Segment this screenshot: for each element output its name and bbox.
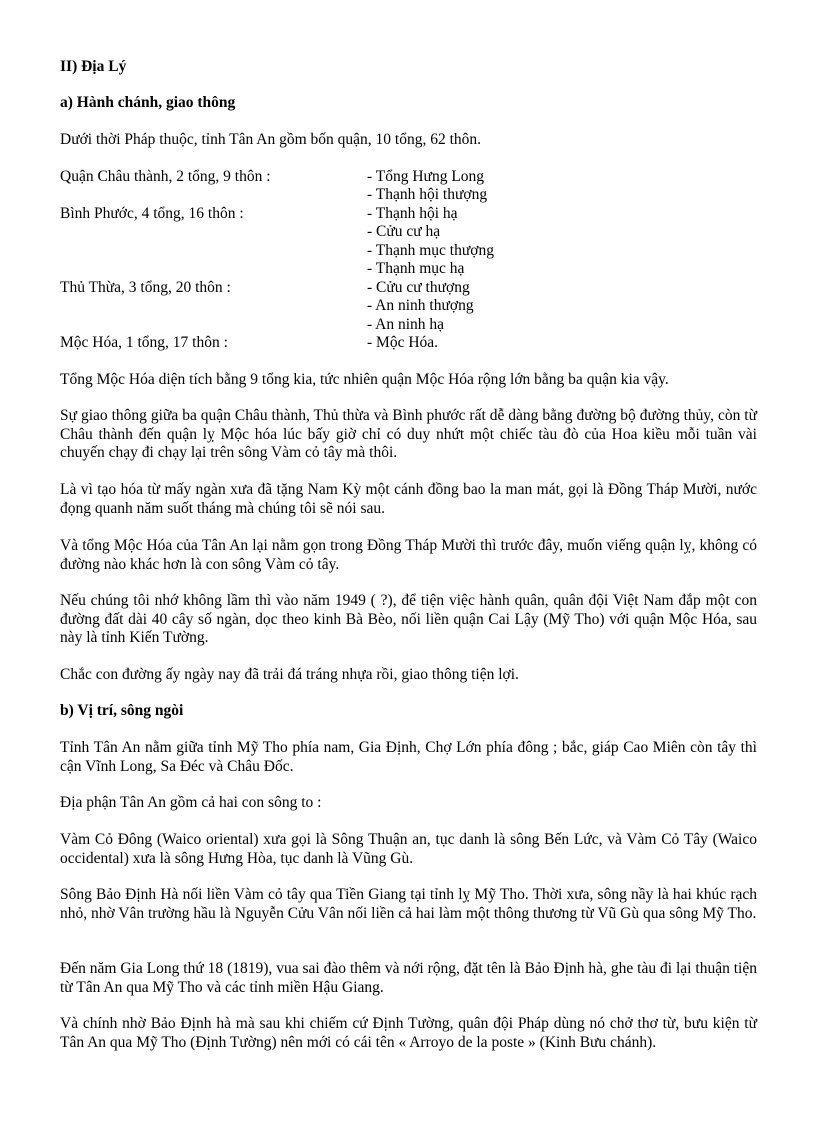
body-paragraph: Và tổng Mộc Hóa của Tân An lại nằm gọn trong Đồng Tháp Mười thì trước đây, muốn viếng quận lỵ, không có đường nào khác hơn là con sông Vàm cỏ tây. <box>60 537 757 573</box>
subsection-a-title: a) Hành chánh, giao thông <box>60 94 236 111</box>
canton-item: - Thạnh mục hạ <box>367 260 465 277</box>
canton-item: - Tổng Hưng Long <box>367 168 485 185</box>
canton-item: - Mộc Hóa. <box>367 334 439 351</box>
subsection-b-title: b) Vị trí, sông ngòi <box>60 702 184 719</box>
body-paragraph: Là vì tạo hóa từ mấy ngàn xưa đã tặng Nam Kỳ một cánh đồng bao la man mát, gọi là Đồng Tháp Mười, nước đọng quanh năm suốt tháng mà chúng tôi sẽ nói sau. <box>60 481 757 517</box>
body-paragraph: Tỉnh Tân An nằm giữa tỉnh Mỹ Tho phía nam, Gia Định, Chợ Lớn phía đông ; bắc, giáp Cao Miên còn tây thì cận Vĩnh Long, Sa Đéc và Châu Đốc. <box>60 739 757 775</box>
body-paragraph: Và chính nhờ Bảo Định hà mà sau khi chiếm cứ Định Tường, quân đội Pháp dùng nó chở thơ từ, bưu kiện từ Tân An qua Mỹ Tho (Định Tường) nên mới có cái tên « Arroyo de la poste » (Kinh Bưu chánh). <box>60 1015 757 1051</box>
district-moc-hoa: Mộc Hóa, 1 tổng, 17 thôn : <box>60 334 228 351</box>
canton-item: - Thạnh hội thượng <box>367 186 488 203</box>
body-paragraph: Nếu chúng tôi nhớ không lầm thì vào năm 1949 ( ?), để tiện việc hành quân, quân đội Việt Nam đắp một con đường đất dài 40 cây số ngàn, dọc theo kinh Bà Bèo, nối liền quận Cai Lậy (Mỹ Tho) với quận Mộc Hóa, sau này là tỉnh Kiến Tường. <box>60 592 757 646</box>
body-paragraph: Địa phận Tân An gồm cả hai con sông to : <box>60 794 322 811</box>
section-title: II) Địa Lý <box>60 58 127 75</box>
canton-item: - An ninh thượng <box>367 297 474 314</box>
body-paragraph: Đến năm Gia Long thứ 18 (1819), vua sai đào thêm và nới rộng, đặt tên là Bảo Định hà, ghe tàu đi lại thuận tiện từ Tân An qua Mỹ Tho và các tỉnh miền Hậu Giang. <box>60 960 757 996</box>
body-paragraph: Sự giao thông giữa ba quận Châu thành, Thủ thừa và Bình phước rất dễ dàng bằng đường bộ đường thủy, còn từ Châu thành đến quận lỵ Mộc hóa lúc bấy giờ chỉ có duy nhứt một chiếc tàu đò của Hoa kiều mỗi tuần vài chuyến chạy đi chạy lại trên sông Vàm cỏ tây mà thôi. <box>60 407 757 461</box>
body-paragraph: Sông Bảo Định Hà nối liền Vàm cỏ tây qua Tiền Giang tại tỉnh lỵ Mỹ Tho. Thời xưa, sông nầy là hai khúc rạch nhỏ, nhờ Vân trường hầu là Nguyễn Cửu Vân nối liền cả hai làm một thông thương từ Vũ Gù qua sông Mỹ Tho. <box>60 886 757 922</box>
canton-item: - Thạnh mục thượng <box>367 242 494 259</box>
intro-paragraph: Dưới thời Pháp thuộc, tỉnh Tân An gồm bốn quận, 10 tổng, 62 thôn. <box>60 131 482 148</box>
district-chau-thanh: Quận Châu thành, 2 tổng, 9 thôn : <box>60 168 271 185</box>
canton-item: - Cửu cư thượng <box>367 279 470 296</box>
canton-item: - Cửu cư hạ <box>367 223 441 240</box>
district-binh-phuoc: Bình Phước, 4 tổng, 16 thôn : <box>60 205 244 222</box>
canton-item: - An ninh hạ <box>367 316 445 333</box>
canton-item: - Thạnh hội hạ <box>367 205 458 222</box>
body-paragraph: Chắc con đường ấy ngày nay đã trải đá tráng nhựa rồi, giao thông tiện lợi. <box>60 666 519 683</box>
district-thu-thua: Thủ Thừa, 3 tổng, 20 thôn : <box>60 279 231 296</box>
body-paragraph: Vàm Cỏ Đông (Waico oriental) xưa gọi là Sông Thuận an, tục danh là sông Bến Lức, và Vàm Cỏ Tây (Waico occidental) xưa là sông Hưng Hòa, tục danh là Vũng Gù. <box>60 831 757 867</box>
body-paragraph: Tổng Mộc Hóa diện tích bằng 9 tổng kia, tức nhiên quận Mộc Hóa rộng lớn bằng ba quận kia vậy. <box>60 371 669 388</box>
